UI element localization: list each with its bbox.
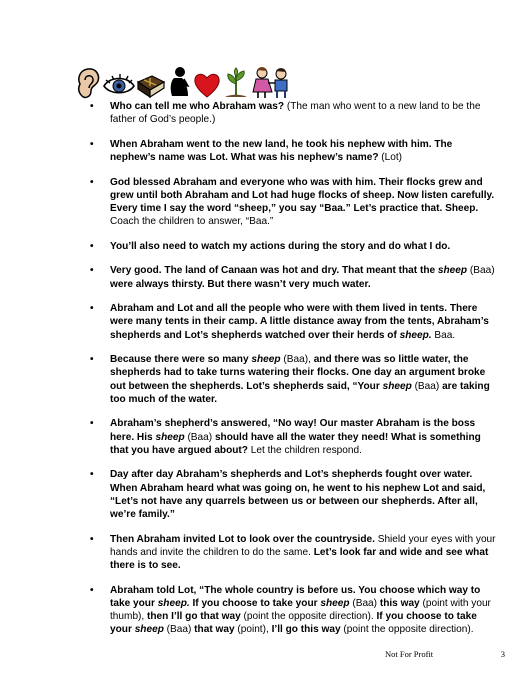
children-icon: [250, 66, 294, 100]
eye-icon: [102, 70, 136, 100]
bullet-text-segment: sheep.: [157, 597, 190, 609]
bullet-text-segment: (Baa): [411, 380, 443, 392]
praying-person-icon: [166, 66, 192, 100]
bullet-item: [90, 417, 500, 457]
bullet-item: [90, 176, 500, 229]
page-number: 3: [500, 649, 505, 659]
bullet-text-segment: Abraham told Lot, “The whole country is before us. You choose which way to take your: [110, 584, 481, 609]
page-footer: [385, 649, 505, 659]
bullet-text-segment: Abraham’s shepherd’s answered, “No way! Our master Abraham is the boss here. His: [110, 418, 476, 443]
story-bullet-list: [90, 100, 500, 648]
bullet-text-segment: If you choose to take your: [110, 611, 477, 636]
bullet-text-segment: Day after day Abraham’s shepherds and Lot’s shepherds fought over water. When Abraham heard what was going on, he went to his nephew Lot and said, “Let’s not have any quarrels between us or between our shepherds. After all, we’re family.”: [110, 469, 486, 520]
bullet-text-segment: (Baa): [163, 624, 195, 636]
bullet-text-segment: I’ll go this way: [271, 624, 341, 636]
bullet-item: [90, 584, 500, 637]
bullet-text-segment: sheep: [320, 597, 350, 609]
bullet-text-segment: Then Abraham invited Lot to look over the countryside.: [110, 533, 375, 545]
bullet-text-segment: Baa.: [431, 329, 456, 341]
ear-icon: [74, 66, 102, 100]
bullet-text-segment: sheep: [134, 624, 164, 636]
bullet-text-segment: sheep.: [399, 329, 432, 341]
bullet-text-segment: are taking too much of the water.: [110, 380, 490, 405]
bullet-text-segment: (point the opposite direction).: [240, 611, 377, 622]
footer-text: Not For Profit: [385, 649, 434, 659]
icon-strip: [74, 66, 304, 100]
bullet-item: [90, 468, 500, 521]
plant-icon: [222, 66, 250, 100]
bullet-text-segment: You’ll also need to watch my actions during the story and do what I do.: [110, 240, 451, 252]
bullet-text-segment: (point with your thumb),: [110, 597, 491, 622]
bullet-item: [90, 138, 500, 164]
bullet-item: [90, 302, 500, 342]
bullet-text-segment: God blessed Abraham and everyone who was with him. Their flocks grew and grew until both Abraham and Lot had huge flocks of sheep. Now listen carefully. Every time I say the word “sheep,” you say “Baa.” Let’s practice that. Sheep.: [110, 176, 495, 214]
bullet-item: [90, 353, 500, 406]
bullet-text-segment: (Baa): [467, 265, 495, 277]
bullet-text-segment: (point the opposite direction).: [340, 624, 474, 636]
bullet-text-segment: sheep: [437, 265, 468, 277]
bullet-text-segment: Very good. The land of Canaan was hot and dry. That meant that the: [110, 265, 438, 277]
bullet-text-segment: this way: [379, 597, 420, 609]
bullet-text-segment: (Baa),: [280, 354, 314, 366]
heart-icon: [192, 70, 222, 100]
bullet-text-segment: (point),: [234, 624, 272, 636]
bullet-text-segment: sheep: [155, 431, 185, 443]
bullet-text-segment: were always thirsty. But there wasn’t very much water.: [110, 278, 371, 290]
bullet-text-segment: Who can tell me who Abraham was?: [110, 101, 285, 112]
bullet-text-segment: If you choose to take your: [189, 597, 321, 609]
bullet-item: [90, 100, 500, 126]
bullet-text-segment: and there was so little water, the shepherds had to take turns watering their flocks. One day an argument broke out between the shepherds. Lot’s shepherds said, “Your: [110, 354, 486, 392]
bullet-item: [90, 264, 500, 290]
bullet-text-segment: (The man who went to a new land to be the father of God’s people.): [110, 101, 481, 126]
bullet-text-segment: then I’ll go that way: [147, 611, 241, 622]
bullet-text-segment: sheep: [251, 354, 281, 366]
bullet-text-segment: sheep: [382, 380, 412, 392]
bullet-text-segment: When Abraham went to the new land, he took his nephew with him. The nephew’s name was Lot. What was his nephew’s name?: [110, 138, 453, 163]
bullet-item: [90, 533, 500, 573]
bullet-text-segment: Because there were so many: [110, 354, 252, 366]
bullet-text-segment: (Baa): [184, 431, 215, 443]
bullet-text-segment: Coach the children to answer, “Baa.”: [110, 216, 274, 228]
bullet-text-segment: should have all the water they need! What is something that you have argued about?: [110, 431, 481, 456]
bullet-text-segment: (Lot): [378, 152, 403, 163]
bullet-text-segment: Let’s look far and wide and see what there is to see.: [110, 546, 489, 571]
bullet-text-segment: Abraham and Lot and all the people who were with them lived in tents. There were many tents in their camp. A little distance away from the tents, Abraham’s shepherds and Lot’s shepherds watched over their herds of: [110, 303, 489, 341]
bullet-item: [90, 240, 500, 253]
bible-icon: [136, 72, 166, 100]
bullet-text-segment: that way: [194, 624, 235, 636]
bullet-text-segment: (Baa): [349, 597, 380, 609]
bullet-text-segment: Let the children respond.: [247, 444, 362, 456]
bullet-text-segment: Shield your eyes with your hands and invite the children to do the same.: [110, 533, 496, 558]
